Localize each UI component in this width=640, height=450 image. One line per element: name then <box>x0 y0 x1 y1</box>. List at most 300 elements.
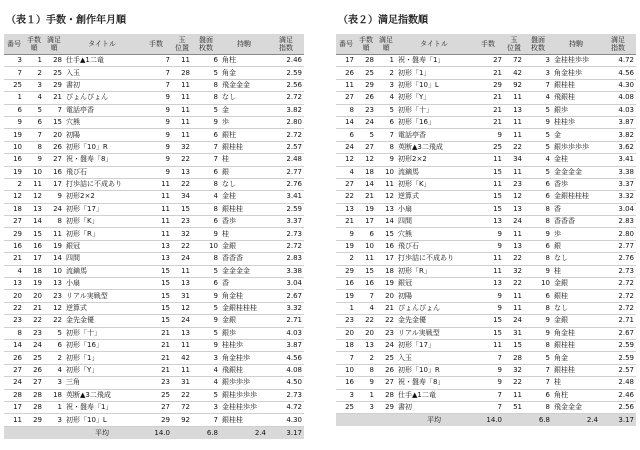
cell-score: 2.71 <box>268 315 304 327</box>
cell-number: 8 <box>4 327 24 339</box>
cell-board-pieces: 3 <box>192 352 220 364</box>
average-holdings: 2.4 <box>220 426 268 439</box>
cell-board-pieces: 6 <box>524 191 552 203</box>
cell-score-rank: 28 <box>376 389 396 401</box>
cell-moves-rank: 29 <box>24 414 44 426</box>
cell-moves-rank: 20 <box>356 327 376 339</box>
cell-king-position: 11 <box>172 339 192 351</box>
cell-number: 25 <box>4 79 24 91</box>
table2-title: （表２）満足指数順 <box>338 15 428 26</box>
cell-score: 2.57 <box>268 141 304 153</box>
cell-title: 初形「十」 <box>396 104 472 116</box>
table2-panel <box>336 0 636 426</box>
cell-moves: 27 <box>140 401 172 413</box>
cell-number: 27 <box>336 92 356 104</box>
cell-number: 2 <box>336 253 356 265</box>
table-row <box>4 414 304 426</box>
cell-title: ぴょんぴょん <box>64 92 140 104</box>
cell-moves: 29 <box>472 79 504 91</box>
cell-score: 4.03 <box>600 104 636 116</box>
cell-score: 2.59 <box>600 339 636 351</box>
cell-title: 初形「1」 <box>64 352 140 364</box>
cell-score: 2.72 <box>268 129 304 141</box>
cell-number: 6 <box>336 129 356 141</box>
cell-score-rank: 24 <box>44 203 64 215</box>
cell-moves: 15 <box>140 278 172 290</box>
cell-moves-rank: 7 <box>24 129 44 141</box>
cell-holdings: 歩 <box>220 116 268 128</box>
cell-score: 2.57 <box>600 364 636 376</box>
table-row <box>336 253 636 265</box>
cell-king-position: 11 <box>172 104 192 116</box>
cell-number: 7 <box>336 352 356 364</box>
table-row <box>4 228 304 240</box>
cell-number: 21 <box>4 253 24 265</box>
cell-king-position: 32 <box>172 141 192 153</box>
cell-moves-rank: 2 <box>356 352 376 364</box>
table-row <box>336 339 636 351</box>
cell-king-position: 92 <box>504 79 524 91</box>
average-moves: 14.0 <box>140 426 172 439</box>
cell-moves: 7 <box>140 55 172 67</box>
table-row <box>336 352 636 364</box>
cell-score-rank: 6 <box>44 339 64 351</box>
cell-king-position: 11 <box>172 92 192 104</box>
cell-moves-rank: 28 <box>356 55 376 67</box>
cell-score-rank: 11 <box>44 228 64 240</box>
cell-moves: 9 <box>140 129 172 141</box>
cell-moves-rank: 6 <box>356 228 376 240</box>
cell-score-rank: 8 <box>44 216 64 228</box>
header-score-rank: 満足 順 <box>44 34 64 55</box>
cell-moves: 7 <box>472 401 504 413</box>
cell-moves: 15 <box>140 302 172 314</box>
table2-header-row <box>336 34 636 55</box>
table-row <box>4 216 304 228</box>
cell-title: 初形「16」 <box>64 339 140 351</box>
cell-moves-rank: 18 <box>24 265 44 277</box>
table-row <box>4 315 304 327</box>
cell-score-rank: 14 <box>44 253 64 265</box>
cell-moves-rank: 20 <box>24 290 44 302</box>
table-row <box>4 265 304 277</box>
cell-king-position: 11 <box>504 116 524 128</box>
cell-king-position: 28 <box>172 67 192 79</box>
cell-number: 27 <box>4 364 24 376</box>
cell-moves: 9 <box>472 377 504 389</box>
cell-score-rank: 13 <box>376 203 396 215</box>
cell-board-pieces: 9 <box>524 116 552 128</box>
cell-title: ぴょんぴょん <box>396 302 472 314</box>
table-row <box>336 67 636 79</box>
cell-moves: 9 <box>140 92 172 104</box>
cell-holdings: 金銀 <box>220 315 268 327</box>
header-board-pieces: 盤面 枚数 <box>192 34 220 55</box>
table1-title: （表１）手数・創作年月順 <box>6 15 126 26</box>
cell-title: 初形「Y」 <box>64 364 140 376</box>
cell-moves: 15 <box>140 315 172 327</box>
cell-board-pieces: 5 <box>192 389 220 401</box>
cell-moves: 11 <box>472 154 504 166</box>
cell-number: 4 <box>4 265 24 277</box>
cell-king-position: 13 <box>504 203 524 215</box>
cell-holdings: 飛金金金 <box>552 401 600 413</box>
cell-king-position: 13 <box>172 327 192 339</box>
cell-title: 穴熊 <box>396 228 472 240</box>
cell-moves: 9 <box>140 141 172 153</box>
cell-score: 3.41 <box>600 154 636 166</box>
cell-score: 2.56 <box>268 79 304 91</box>
cell-moves: 13 <box>472 278 504 290</box>
cell-moves: 13 <box>140 240 172 252</box>
cell-board-pieces: 9 <box>192 315 220 327</box>
cell-score-rank: 2 <box>44 352 64 364</box>
cell-score-rank: 17 <box>376 253 396 265</box>
cell-score-rank: 26 <box>44 141 64 153</box>
cell-title: 逆算式 <box>396 191 472 203</box>
cell-moves-rank: 21 <box>356 191 376 203</box>
cell-title: 流鏑馬 <box>64 265 140 277</box>
cell-moves: 15 <box>472 166 504 178</box>
cell-number: 9 <box>4 116 24 128</box>
cell-holdings: 銀桂 <box>552 290 600 302</box>
cell-holdings: 角金 <box>220 67 268 79</box>
table-row <box>336 55 636 67</box>
cell-holdings: なし <box>552 302 600 314</box>
cell-board-pieces: 8 <box>524 203 552 215</box>
cell-title: 打歩詰に不成あり <box>396 253 472 265</box>
cell-board-pieces: 6 <box>192 216 220 228</box>
cell-score: 2.72 <box>268 92 304 104</box>
table-row <box>4 253 304 265</box>
table-row <box>336 278 636 290</box>
table-row <box>336 240 636 252</box>
header-number: 番号 <box>4 34 24 55</box>
cell-holdings: 金金金金 <box>552 166 600 178</box>
table-row <box>4 389 304 401</box>
table-row <box>336 166 636 178</box>
cell-title: 初形「17」 <box>64 203 140 215</box>
cell-moves: 9 <box>472 240 504 252</box>
cell-moves-rank: 19 <box>356 203 376 215</box>
cell-moves-rank: 2 <box>24 67 44 79</box>
cell-holdings: 銀桂桂 <box>552 79 600 91</box>
cell-score-rank: 26 <box>376 364 396 376</box>
cell-holdings: 金銀桂桂桂 <box>552 191 600 203</box>
cell-moves-rank: 25 <box>24 352 44 364</box>
cell-holdings: 角金桂 <box>552 327 600 339</box>
cell-score: 2.80 <box>600 228 636 240</box>
cell-king-position: 15 <box>504 339 524 351</box>
cell-holdings: 銀桂歩歩歩 <box>220 389 268 401</box>
cell-board-pieces: 8 <box>192 253 220 265</box>
cell-number: 14 <box>336 116 356 128</box>
cell-moves-rank: 9 <box>24 154 44 166</box>
cell-moves-rank: 25 <box>356 67 376 79</box>
cell-score: 2.83 <box>268 253 304 265</box>
cell-holdings: 銀 <box>552 240 600 252</box>
table-row <box>4 377 304 389</box>
cell-score: 4.50 <box>268 377 304 389</box>
table-row <box>4 401 304 413</box>
cell-score: 2.76 <box>600 253 636 265</box>
header-board-pieces: 盤面 枚数 <box>524 34 552 55</box>
cell-moves-rank: 16 <box>24 240 44 252</box>
cell-moves-rank: 29 <box>356 79 376 91</box>
cell-number: 2 <box>4 178 24 190</box>
cell-king-position: 22 <box>504 141 524 153</box>
cell-board-pieces: 9 <box>192 339 220 351</box>
cell-score: 4.30 <box>268 414 304 426</box>
cell-number: 24 <box>336 141 356 153</box>
cell-title: 初形「17」 <box>396 339 472 351</box>
cell-holdings: 銀歩 <box>552 104 600 116</box>
cell-score: 2.73 <box>268 389 304 401</box>
cell-title: 入玉 <box>396 352 472 364</box>
header-title: タイトル <box>64 34 140 55</box>
cell-holdings: なし <box>552 253 600 265</box>
cell-moves-rank: 28 <box>24 401 44 413</box>
cell-title: 初形「R」 <box>64 228 140 240</box>
cell-title: 祝・盤寿「8」 <box>64 154 140 166</box>
cell-holdings: 香香香 <box>552 216 600 228</box>
cell-king-position: 23 <box>172 216 192 228</box>
cell-king-position: 31 <box>172 377 192 389</box>
cell-king-position: 72 <box>504 55 524 67</box>
average-pieces: 6.8 <box>524 414 552 427</box>
cell-score: 4.72 <box>600 55 636 67</box>
cell-moves: 21 <box>472 67 504 79</box>
cell-holdings: 飛銀桂 <box>552 92 600 104</box>
header-king-position: 玉 位置 <box>172 34 192 55</box>
cell-moves-rank: 8 <box>356 364 376 376</box>
cell-board-pieces: 9 <box>192 228 220 240</box>
cell-score-rank: 2 <box>376 67 396 79</box>
cell-moves: 21 <box>472 92 504 104</box>
cell-score-rank: 22 <box>44 315 64 327</box>
table-row <box>4 191 304 203</box>
cell-holdings: 金銀 <box>552 315 600 327</box>
cell-board-pieces: 5 <box>524 166 552 178</box>
cell-king-position: 11 <box>172 364 192 376</box>
header-moves-rank: 手数 順 <box>24 34 44 55</box>
cell-holdings: 金銀 <box>220 240 268 252</box>
cell-holdings: 飛金金金 <box>220 79 268 91</box>
cell-king-position: 23 <box>504 178 524 190</box>
cell-holdings: 銀桂桂 <box>552 339 600 351</box>
cell-number: 1 <box>336 302 356 314</box>
cell-king-position: 22 <box>504 253 524 265</box>
average-label: 平均 <box>64 426 140 439</box>
cell-king-position: 31 <box>504 327 524 339</box>
cell-moves: 15 <box>140 290 172 302</box>
cell-board-pieces: 8 <box>192 178 220 190</box>
cell-number: 19 <box>4 166 24 178</box>
cell-holdings: 銀柱 <box>220 129 268 141</box>
cell-title: 書初 <box>396 401 472 413</box>
cell-moves-rank: 10 <box>356 240 376 252</box>
cell-score-rank: 27 <box>376 377 396 389</box>
cell-board-pieces: 9 <box>524 315 552 327</box>
cell-king-position: 22 <box>504 278 524 290</box>
table-row <box>336 141 636 153</box>
cell-moves: 15 <box>472 327 504 339</box>
cell-holdings: 桂桂歩 <box>552 116 600 128</box>
table2-average-row <box>336 414 636 427</box>
cell-board-pieces: 8 <box>524 216 552 228</box>
cell-king-position: 22 <box>172 154 192 166</box>
cell-board-pieces: 9 <box>192 290 220 302</box>
cell-title: 流鏑馬 <box>396 166 472 178</box>
cell-score-rank: 20 <box>44 129 64 141</box>
table-row <box>336 389 636 401</box>
cell-moves: 11 <box>140 178 172 190</box>
table-row <box>4 352 304 364</box>
cell-score-rank: 5 <box>376 104 396 116</box>
cell-title: 初形「十」 <box>64 327 140 339</box>
cell-moves-rank: 22 <box>356 315 376 327</box>
cell-score: 3.87 <box>600 116 636 128</box>
table-row <box>336 377 636 389</box>
cell-score: 2.72 <box>600 278 636 290</box>
cell-title: 初形「Y」 <box>396 92 472 104</box>
table-row <box>336 191 636 203</box>
header-score: 満足 指数 <box>268 34 304 55</box>
cell-score-rank: 14 <box>376 216 396 228</box>
cell-holdings: 角金 <box>552 352 600 364</box>
cell-moves-rank: 17 <box>356 216 376 228</box>
cell-king-position: 12 <box>504 191 524 203</box>
cell-score-rank: 16 <box>376 240 396 252</box>
cell-title: 銀冠 <box>396 278 472 290</box>
cell-board-pieces: 5 <box>192 67 220 79</box>
cell-holdings: 香 <box>552 203 600 215</box>
cell-holdings: 香 <box>220 278 268 290</box>
cell-moves: 21 <box>140 352 172 364</box>
cell-holdings: 角柱 <box>552 389 600 401</box>
average-score: 3.17 <box>600 414 636 427</box>
cell-moves-rank: 27 <box>356 141 376 153</box>
cell-score-rank: 10 <box>44 265 64 277</box>
table-row <box>4 166 304 178</box>
cell-moves: 21 <box>140 339 172 351</box>
cell-board-pieces: 6 <box>192 166 220 178</box>
cell-moves-rank: 16 <box>356 278 376 290</box>
cell-title: 祝・盤寿「8」 <box>396 377 472 389</box>
cell-board-pieces: 5 <box>524 352 552 364</box>
cell-holdings: 銀歩歩歩歩 <box>552 141 600 153</box>
cell-title: 穴熊 <box>64 116 140 128</box>
cell-title: 電話亭香 <box>396 129 472 141</box>
cell-holdings: 角金桂歩 <box>552 67 600 79</box>
cell-title: 初形「R」 <box>396 265 472 277</box>
cell-score-rank: 13 <box>44 278 64 290</box>
cell-score: 2.46 <box>600 389 636 401</box>
cell-score: 3.87 <box>268 339 304 351</box>
cell-holdings: 金桂 <box>552 154 600 166</box>
cell-number: 26 <box>4 352 24 364</box>
cell-score: 2.73 <box>268 228 304 240</box>
cell-moves: 7 <box>140 79 172 91</box>
cell-score-rank: 22 <box>376 315 396 327</box>
cell-number: 12 <box>4 191 24 203</box>
table-row <box>336 216 636 228</box>
cell-moves: 7 <box>472 352 504 364</box>
cell-number: 10 <box>4 141 24 153</box>
cell-holdings: 飛銀桂 <box>220 364 268 376</box>
header-moves: 手数 <box>472 34 504 55</box>
cell-moves: 21 <box>472 116 504 128</box>
cell-moves: 11 <box>472 178 504 190</box>
cell-number: 16 <box>336 377 356 389</box>
cell-score: 3.37 <box>600 178 636 190</box>
cell-holdings: なし <box>220 178 268 190</box>
cell-number: 17 <box>336 55 356 67</box>
cell-moves-rank: 27 <box>24 377 44 389</box>
cell-moves-rank: 21 <box>24 302 44 314</box>
cell-moves: 15 <box>140 265 172 277</box>
cell-score: 4.08 <box>268 364 304 376</box>
cell-board-pieces: 3 <box>192 401 220 413</box>
cell-title: 飛び石 <box>396 240 472 252</box>
cell-score: 2.56 <box>600 401 636 413</box>
cell-score-rank: 4 <box>44 364 64 376</box>
cell-holdings: 銀桂桂 <box>220 414 268 426</box>
cell-king-position: 11 <box>504 290 524 302</box>
cell-score-rank: 25 <box>44 67 64 79</box>
cell-king-position: 72 <box>172 401 192 413</box>
cell-king-position: 42 <box>504 67 524 79</box>
cell-king-position: 11 <box>504 92 524 104</box>
cell-king-position: 42 <box>172 352 192 364</box>
cell-king-position: 51 <box>504 401 524 413</box>
cell-moves: 11 <box>140 203 172 215</box>
cell-moves-rank: 10 <box>24 166 44 178</box>
table-row <box>336 265 636 277</box>
cell-moves-rank: 1 <box>24 55 44 67</box>
table-row <box>4 92 304 104</box>
cell-number: 20 <box>336 327 356 339</box>
cell-moves: 9 <box>472 364 504 376</box>
cell-moves-rank: 24 <box>24 339 44 351</box>
cell-title: 祝・盤寿「1」 <box>396 55 472 67</box>
cell-holdings: 金桂桂歩歩 <box>220 401 268 413</box>
cell-title: 祝・盤寿「1」 <box>64 401 140 413</box>
cell-score-rank: 1 <box>44 401 64 413</box>
cell-title: 書初 <box>64 79 140 91</box>
cell-king-position: 13 <box>172 278 192 290</box>
cell-moves-rank: 19 <box>24 278 44 290</box>
cell-number: 9 <box>336 228 356 240</box>
cell-title: 初形「10」L <box>64 414 140 426</box>
cell-king-position: 28 <box>504 352 524 364</box>
cell-score: 2.67 <box>268 290 304 302</box>
cell-number: 12 <box>336 154 356 166</box>
cell-title: 飛び石 <box>64 166 140 178</box>
cell-number: 11 <box>4 414 24 426</box>
cell-score-rank: 15 <box>44 116 64 128</box>
cell-holdings: 角柱 <box>220 55 268 67</box>
table-row <box>4 67 304 79</box>
cell-moves-rank: 15 <box>24 228 44 240</box>
cell-score: 3.32 <box>268 302 304 314</box>
cell-king-position: 32 <box>504 265 524 277</box>
table-row <box>336 302 636 314</box>
cell-title: 電話亭香 <box>64 104 140 116</box>
cell-number: 8 <box>336 104 356 116</box>
cell-moves-rank: 13 <box>356 339 376 351</box>
table1-panel <box>4 0 304 439</box>
